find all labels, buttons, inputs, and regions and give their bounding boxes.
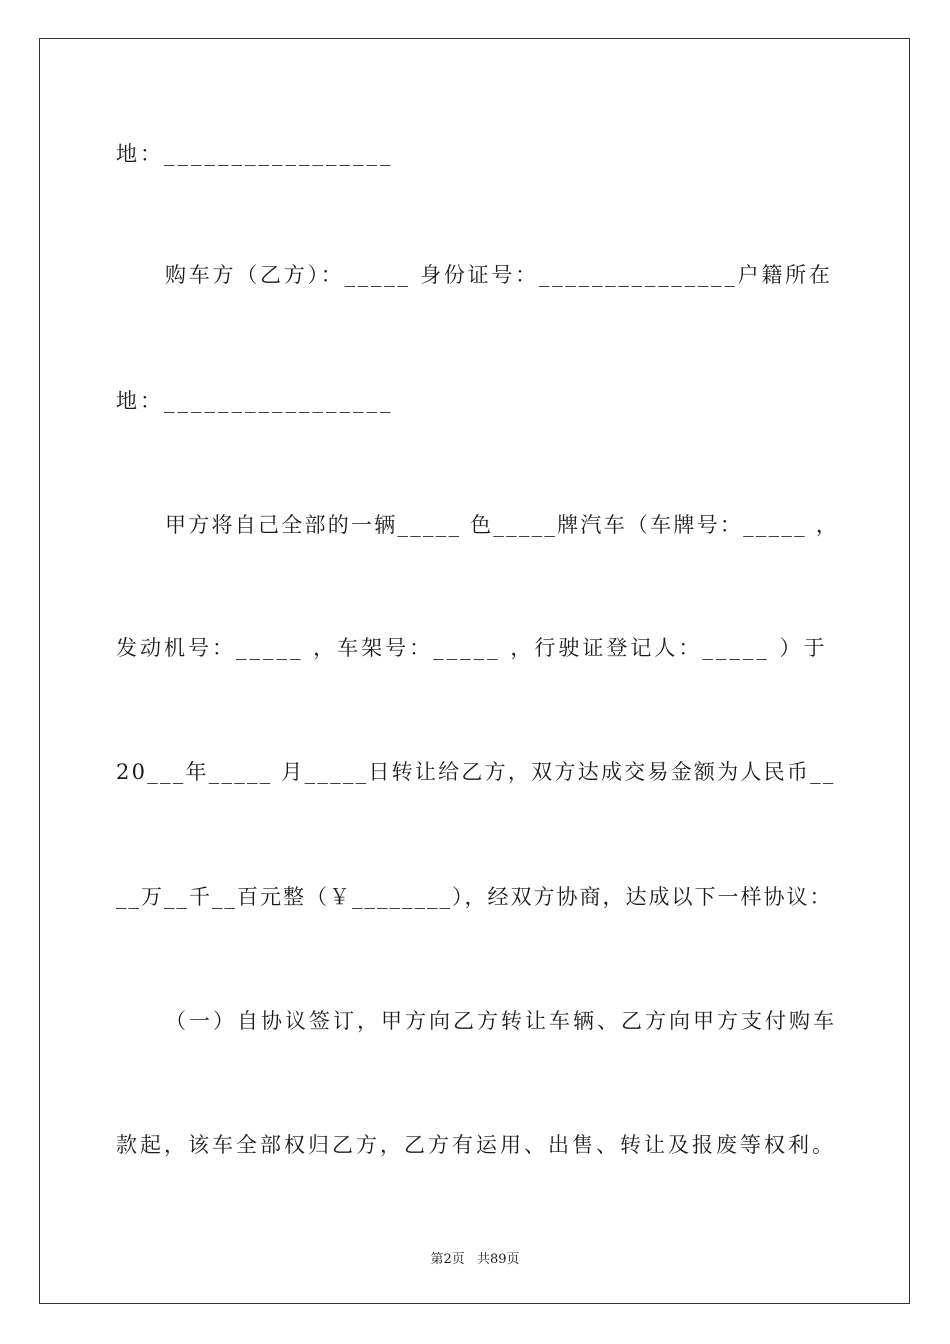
text-line-3: 地：_________________ [116,389,394,413]
page-footer [0,1248,950,1267]
text-line-9: 款起，该车全部权归乙方，乙方有运用、出售、转让及报废等权利。 [116,1133,836,1157]
page-number: 第2页 [430,1252,465,1267]
text-line-4: 甲方将自己全部的一辆_____ 色_____牌汽车（车牌号：_____ ， [165,513,840,537]
text-line-8: （一）自协议签订，甲方向乙方转让车辆、乙方向甲方支付购车 [165,1009,837,1033]
text-line-1: 地：_________________ [116,142,394,166]
page-total: 共89页 [476,1252,520,1267]
page-frame [39,38,910,1304]
text-line-6: 20___年_____ 月_____日转让给乙方，双方达成交易金额为人民币__ [116,760,836,784]
text-line-5: 发动机号：_____ ，车架号：_____ ，行驶证登记人：_____ ）于 [116,636,828,660]
text-line-2: 购车方（乙方）：_____ 身份证号：_______________户籍所在 [165,263,833,287]
text-line-7: __万__千__百元整（￥________），经双方协商，达成以下一样协议： [116,885,833,909]
